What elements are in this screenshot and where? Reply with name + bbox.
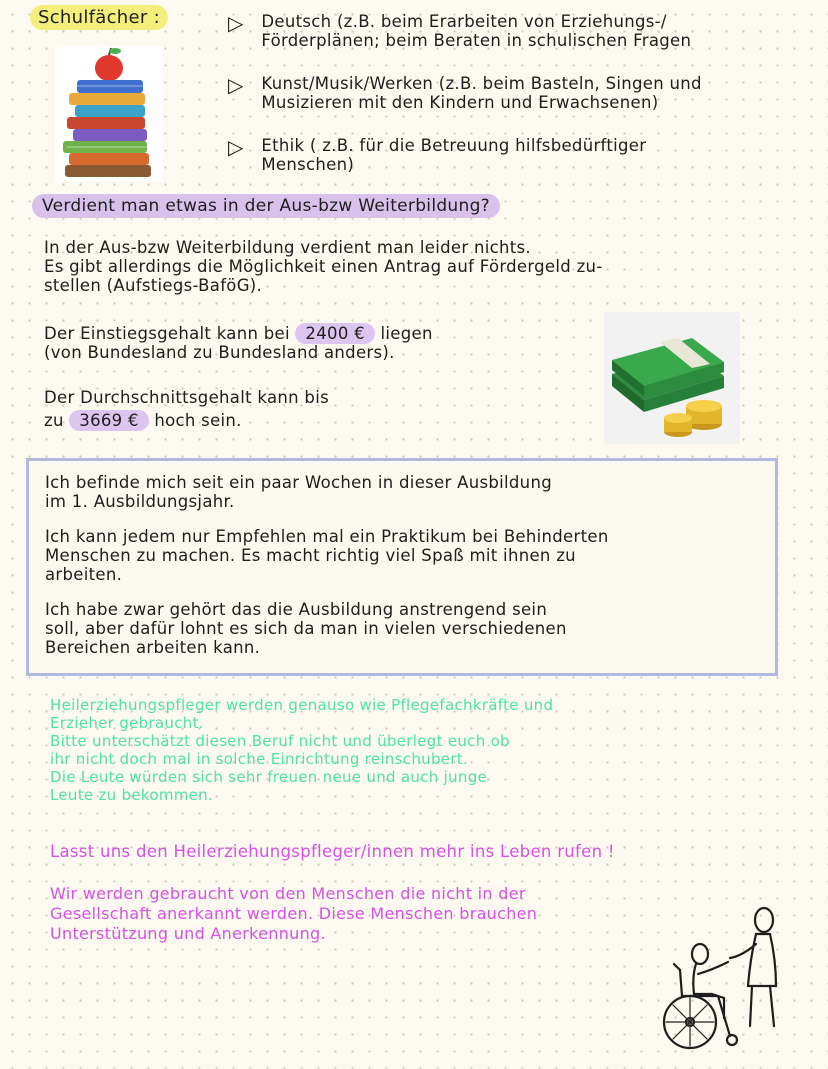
- earnings-paragraph: [44, 238, 814, 295]
- magenta-note: [50, 884, 730, 944]
- triangle-bullet-icon: ▷: [228, 135, 244, 159]
- average-salary-suffix: hoch sein.: [154, 411, 242, 430]
- experience-line: Bereichen arbeiten kann.: [45, 638, 261, 657]
- green-note-line: Erzieher gebraucht.: [50, 714, 204, 732]
- experience-line: Ich kann jedem nur Empfehlen mal ein Praktikum bei Behinderten: [45, 527, 609, 546]
- experience-line: Ich befinde mich seit ein paar Wochen in dieser Ausbildung: [45, 473, 552, 492]
- magenta-note-line: Gesellschaft anerkannt werden. Diese Menschen brauchen: [50, 904, 538, 923]
- average-salary: [44, 388, 504, 430]
- experience-line: soll, aber dafür lohnt es sich da man in vielen verschiedenen: [45, 619, 567, 638]
- green-note-line: ihr nicht doch mal in solche Einrichtung reinschubert.: [50, 750, 469, 768]
- experience-line: Ich habe zwar gehört das die Ausbildung anstrengend sein: [45, 600, 548, 619]
- section-title-schulfaecher: [30, 8, 168, 27]
- experience-line: im 1. Ausbildungsjahr.: [45, 492, 235, 511]
- subject-item-ethik: [228, 136, 808, 174]
- green-note-line: Heilerziehungspfleger werden genauso wie Pflegefachkräfte und: [50, 696, 554, 714]
- page-title: Schulfächer :: [30, 5, 168, 30]
- experience-line: arbeiten.: [45, 565, 123, 584]
- starting-salary-amount: 2400 €: [295, 323, 375, 344]
- earnings-line: Es gibt allerdings die Möglichkeit einen Antrag auf Fördergeld zu-: [44, 257, 603, 276]
- subject-line: Musizieren mit den Kindern und Erwachsenen): [261, 93, 659, 112]
- magenta-note-line: Unterstützung und Anerkennung.: [50, 924, 326, 943]
- starting-salary-note: (von Bundesland zu Bundesland anders).: [44, 343, 395, 362]
- experience-box: [26, 458, 778, 676]
- green-note-line: Bitte unterschätzt diesen Beruf nicht und überlegt euch ob: [50, 732, 510, 750]
- subject-line: Förderplänen; beim Beraten in schulischen Fragen: [261, 31, 692, 50]
- starting-salary: [44, 324, 604, 362]
- experience-line: Menschen zu machen. Es macht richtig viel Spaß mit ihnen zu: [45, 546, 576, 565]
- subject-list: [228, 12, 808, 174]
- subject-item-deutsch: [228, 12, 808, 50]
- earnings-heading: Verdient man etwas in der Aus-bzw Weiterbildung?: [32, 194, 500, 218]
- starting-salary-suffix: liegen: [380, 324, 433, 343]
- subject-item-kunst: [228, 74, 808, 112]
- earnings-line: stellen (Aufstiegs-BaföG).: [44, 276, 263, 295]
- books-apple-icon: [55, 46, 163, 182]
- green-note: [50, 696, 810, 804]
- magenta-note-line: Wir werden gebraucht von den Menschen die nicht in der: [50, 884, 526, 903]
- wheelchair-people-icon: [652, 900, 792, 1060]
- earnings-heading-wrap: [32, 196, 500, 216]
- green-note-line: Leute zu bekommen.: [50, 786, 214, 804]
- subject-line: Ethik ( z.B. für die Betreuung hilfsbedürftiger: [261, 136, 647, 155]
- magenta-callout: Lasst uns den Heilerziehungspfleger/innen mehr ins Leben rufen !: [50, 842, 615, 861]
- average-salary-label: Der Durchschnittsgehalt kann bis: [44, 388, 329, 407]
- average-salary-amount: 3669 €: [69, 410, 149, 431]
- average-salary-prefix: zu: [44, 411, 64, 430]
- triangle-bullet-icon: ▷: [228, 11, 244, 35]
- money-stack-icon: [604, 312, 740, 444]
- triangle-bullet-icon: ▷: [228, 73, 244, 97]
- subject-line: Kunst/Musik/Werken (z.B. beim Basteln, Singen und: [261, 74, 702, 93]
- earnings-line: In der Aus-bzw Weiterbildung verdient man leider nichts.: [44, 238, 531, 257]
- green-note-line: Die Leute würden sich sehr freuen neue und auch junge: [50, 768, 488, 786]
- starting-salary-label: Der Einstiegsgehalt kann bei: [44, 324, 290, 343]
- subject-line: Menschen): [261, 155, 355, 174]
- subject-line: Deutsch (z.B. beim Erarbeiten von Erziehungs-/: [261, 12, 667, 31]
